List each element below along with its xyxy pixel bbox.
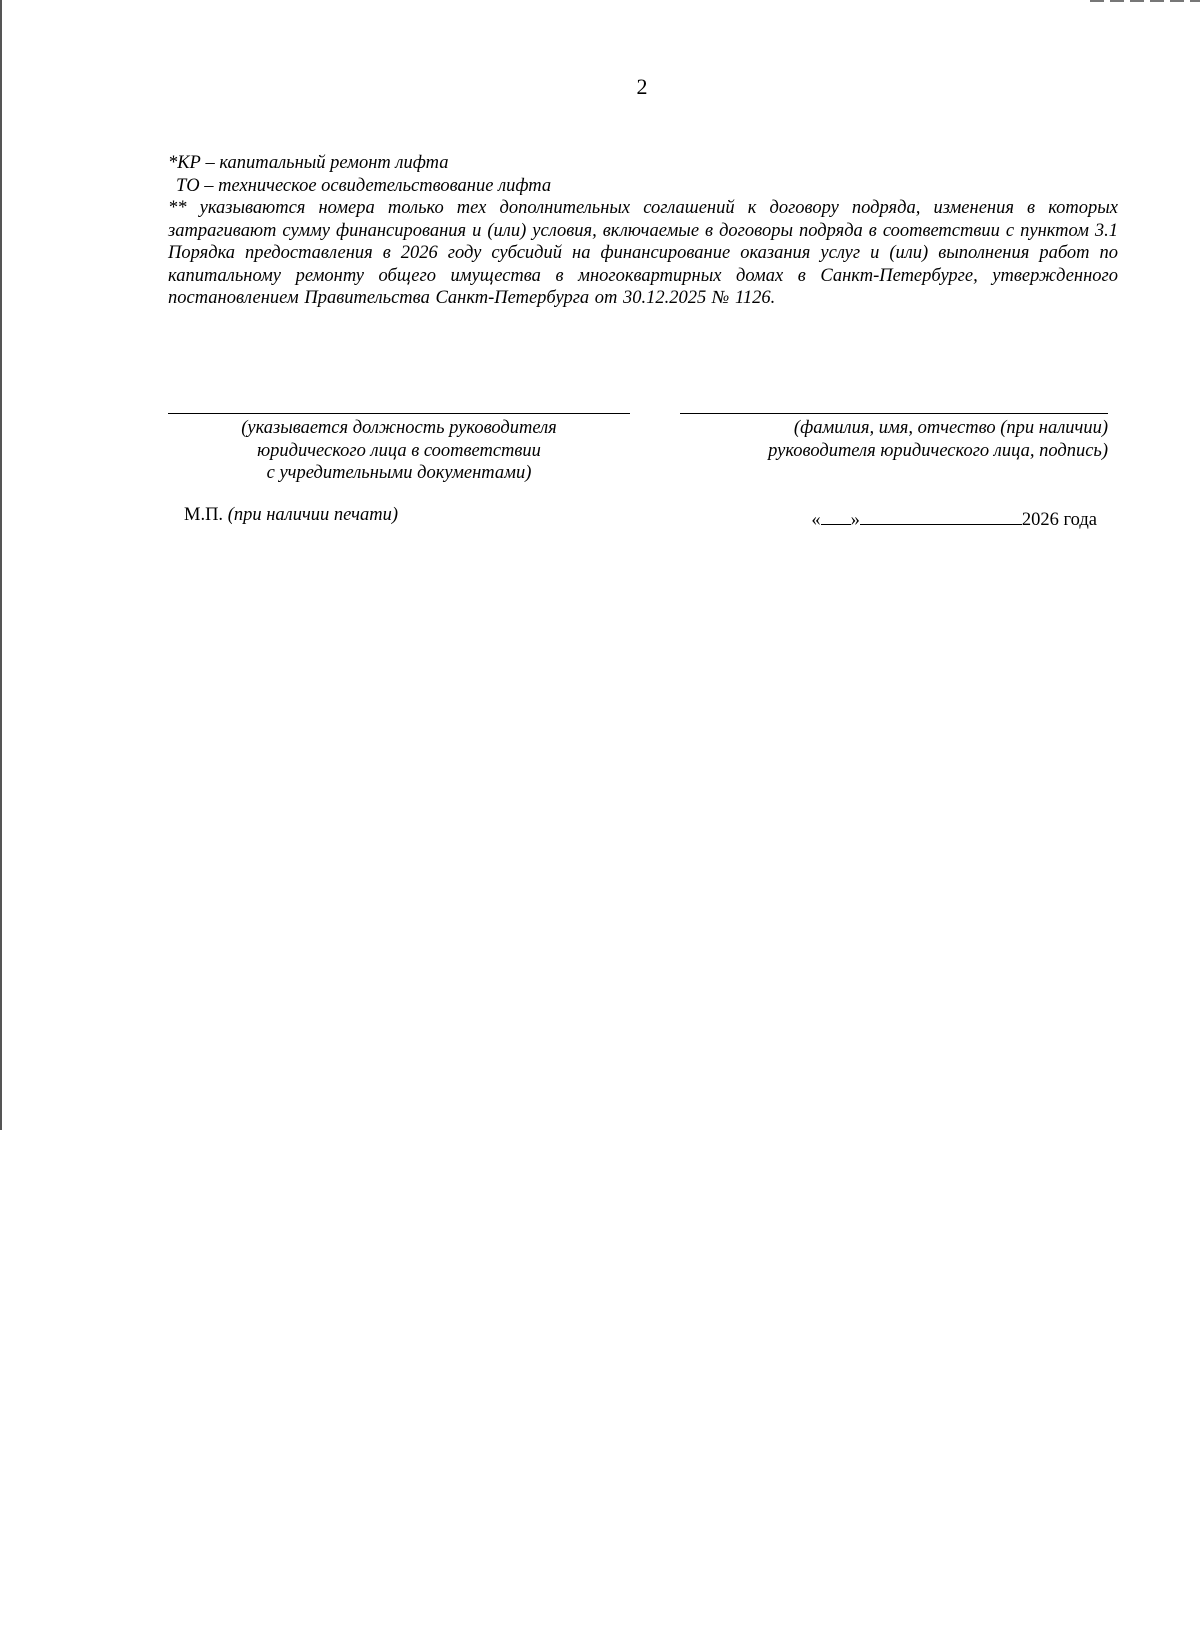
scan-left-edge — [0, 0, 2, 1130]
day-blank — [821, 506, 851, 525]
name-caption-line: (фамилия, имя, отчество (при наличии) — [793, 418, 1108, 438]
position-caption-line: с учредительными документами) — [266, 463, 532, 483]
seal-note — [184, 505, 398, 526]
date-close-quote: » — [850, 510, 860, 530]
footnote-to: ТО – техническое освидетельствование лифта — [176, 175, 552, 196]
month-blank — [860, 506, 1022, 525]
name-caption-line: руководителя юридического лица, подпись) — [768, 440, 1108, 461]
seal-hint: (при наличии печати) — [227, 505, 398, 525]
name-signature-line — [680, 413, 1108, 414]
name-caption — [688, 417, 1108, 462]
footnotes — [168, 152, 1118, 310]
position-caption-line: юридического лица в соответствии — [257, 440, 541, 461]
page-number: 2 — [636, 74, 648, 99]
date-open-quote: « — [811, 510, 821, 530]
position-caption — [168, 417, 630, 485]
footnote-agreements: ** указываются номера только тех дополнительных соглашений к договору подряда, изменения в которых затрагивают сумму финансирования и (или) условия, включаемые в договоры подряда в соответствии с пунктом 3.1 Порядка предоставления в 2026 году субсидий на финансирование оказания услуг и (или) выполнения работ по капитальному ремонту общего имущества в многоквартирных домах в Санкт-Петербурге, утвержденного постановлением Правительства Санкт-Петербурга от 30.12.2025 № 1126. — [168, 198, 1118, 308]
position-caption-line: (указывается должность руководителя — [241, 418, 557, 438]
date-field — [811, 506, 1097, 531]
scan-top-corner — [1090, 0, 1200, 2]
footnote-kr: *КР – капитальный ремонт лифта — [168, 153, 449, 173]
date-year: 2026 года — [1021, 510, 1097, 530]
position-signature-line — [168, 413, 630, 414]
seal-label: М.П. — [184, 505, 224, 525]
